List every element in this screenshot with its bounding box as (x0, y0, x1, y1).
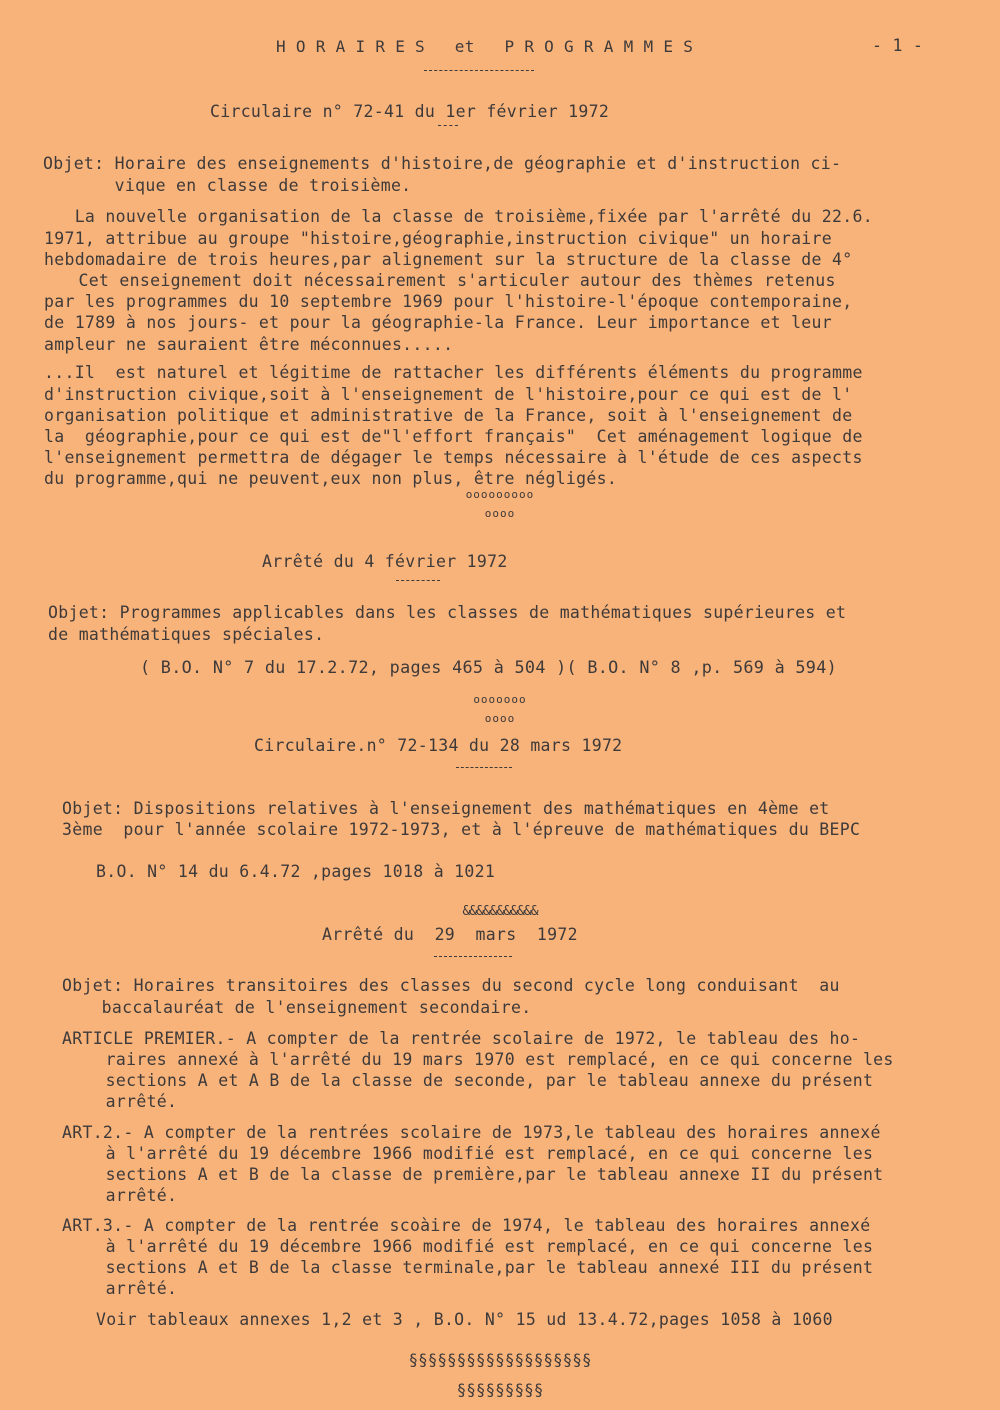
decree-2-title: Arrêté du 29 mars 1972 (322, 925, 578, 944)
circular-1-body-line-3: hebdomadaire de trois heures,par alignement sur la structure de la classe de 4° (44, 250, 853, 269)
header-underline (424, 70, 534, 71)
circular-1-object-line-2: vique en classe de troisième. (43, 176, 412, 195)
circular-1-body-line-11: la géographie,pour ce qui est de"l'effort français" Cet aménagement logique de (44, 427, 863, 446)
article-3-line-3: sections A et B de la classe terminale,par le tableau annexé III du présent (34, 1258, 874, 1277)
circular-1-body-line-13: du programme,qui ne peuvent,eux non plus, être négligés. (44, 469, 618, 488)
article-2-line-1: ART.2.- A compter de la rentrées scolaire de 1973,le tableau des horaires annexé (62, 1123, 881, 1142)
separator-circles-1: ooooooooo (465, 488, 535, 501)
article-3-line-1: ART.3.- A compter de la rentrée scoàire de 1974, le tableau des horaires annexé (62, 1216, 871, 1235)
circular-2-object-line-1: Objet: Dispositions relatives à l'enseignement des mathématiques en 4ème et (62, 799, 830, 818)
decree-1-underline (396, 580, 440, 581)
circular-2-reference: B.O. N° 14 du 6.4.72 ,pages 1018 à 1021 (96, 862, 496, 881)
decree-2-reference: Voir tableaux annexes 1,2 et 3 , B.O. N° 15 ud 13.4.72,pages 1058 à 1060 (96, 1310, 833, 1329)
decree-1-title: Arrêté du 4 février 1972 (262, 552, 508, 571)
circular-1-body-line-7: ampleur ne sauraient être méconnues..... (44, 335, 454, 354)
article-2-line-3: sections A et B de la classe de première,par le tableau annexe II du présent (34, 1165, 884, 1184)
decree-2-object-line-1: Objet: Horaires transitoires des classes du second cycle long conduisant au (62, 976, 840, 995)
article-3-line-4: arrêté. (34, 1279, 178, 1298)
article-1-line-4: arrêté. (34, 1092, 178, 1111)
page-header-title: H O R A I R E S et P R O G R A M M E S (276, 37, 694, 56)
article-3-line-2: à l'arrêté du 19 décembre 1966 modifié est remplacé, en ce qui concerne les (34, 1237, 874, 1256)
footer-separator-1: §§§§§§§§§§§§§§§§§§§ (408, 1350, 592, 1369)
article-2-line-4: arrêté. (34, 1186, 178, 1205)
circular-1-body-line-4: Cet enseignement doit nécessairement s'articuler autour des thèmes retenus (58, 271, 836, 290)
circular-2-object-line-2: 3ème pour l'année scolaire 1972-1973, et à l'épreuve de mathématiques du BEPC (62, 820, 861, 839)
decree-2-underline (434, 956, 512, 957)
circular-1-body-line-10: organisation politique et administrative de la France, soit à l'enseignement de (44, 406, 853, 425)
circular-1-title: Circulaire n° 72-41 du 1er février 1972 (210, 102, 610, 121)
article-1-line-2: raires annexé à l'arrêté du 19 mars 1970 est remplacé, en ce qui concerne les (34, 1050, 894, 1069)
circular-1-underline (438, 125, 458, 126)
footer-separator-2: §§§§§§§§§ (456, 1380, 544, 1399)
separator-circles-4: oooo (484, 712, 516, 725)
decree-1-object-line-2: de mathématiques spéciales. (48, 625, 325, 644)
circular-1-body-line-6: de 1789 à nos jours- et pour la géographie-la France. Leur importance et leur (44, 313, 833, 332)
separator-circles-2: oooo (484, 507, 516, 520)
article-2-line-2: à l'arrêté du 19 décembre 1966 modifié est remplacé, en ce qui concerne les (34, 1144, 874, 1163)
circular-1-body-line-5: par les programmes du 10 septembre 1969 pour l'histoire-l'époque contemporaine, (44, 292, 853, 311)
decree-1-object-line-1: Objet: Programmes applicables dans les classes de mathématiques supérieures et (48, 603, 847, 622)
decree-2-object-line-2: baccalauréat de l'enseignement secondaire. (30, 998, 532, 1017)
circular-2-underline (456, 767, 512, 768)
circular-1-body-line-9: d'instruction civique,soit à l'enseignement de l'histoire,pour ce qui est de l' (44, 385, 853, 404)
circular-1-body-line-8: ...Il est naturel et légitime de rattacher les différents éléments du programme (44, 363, 863, 382)
page-number: - 1 - (872, 36, 924, 55)
circular-1-body-line-12: l'enseignement permettra de dégager le temps nécessaire à l'étude de ces aspects (44, 448, 863, 467)
circular-1-body-line-1: La nouvelle organisation de la classe de troisième,fixée par l'arrêté du 22.6. (44, 207, 873, 226)
separator-ampersands: &&&&&&&&&&& (462, 904, 538, 919)
article-1-line-1: ARTICLE PREMIER.- A compter de la rentrée scolaire de 1972, le tableau des ho- (62, 1029, 861, 1048)
circular-2-title: Circulaire.n° 72-134 du 28 mars 1972 (254, 736, 623, 755)
separator-circles-3: ooooooo (473, 693, 527, 706)
decree-1-reference: ( B.O. N° 7 du 17.2.72, pages 465 à 504 )( B.O. N° 8 ,p. 569 à 594) (140, 657, 838, 677)
circular-1-body-line-2: 1971, attribue au groupe "histoire,géographie,instruction civique" un horaire (44, 229, 833, 248)
circular-1-object-line-1: Objet: Horaire des enseignements d'histoire,de géographie et d'instruction ci- (43, 154, 842, 173)
article-1-line-3: sections A et A B de la classe de seconde, par le tableau annexe du présent (34, 1071, 874, 1090)
